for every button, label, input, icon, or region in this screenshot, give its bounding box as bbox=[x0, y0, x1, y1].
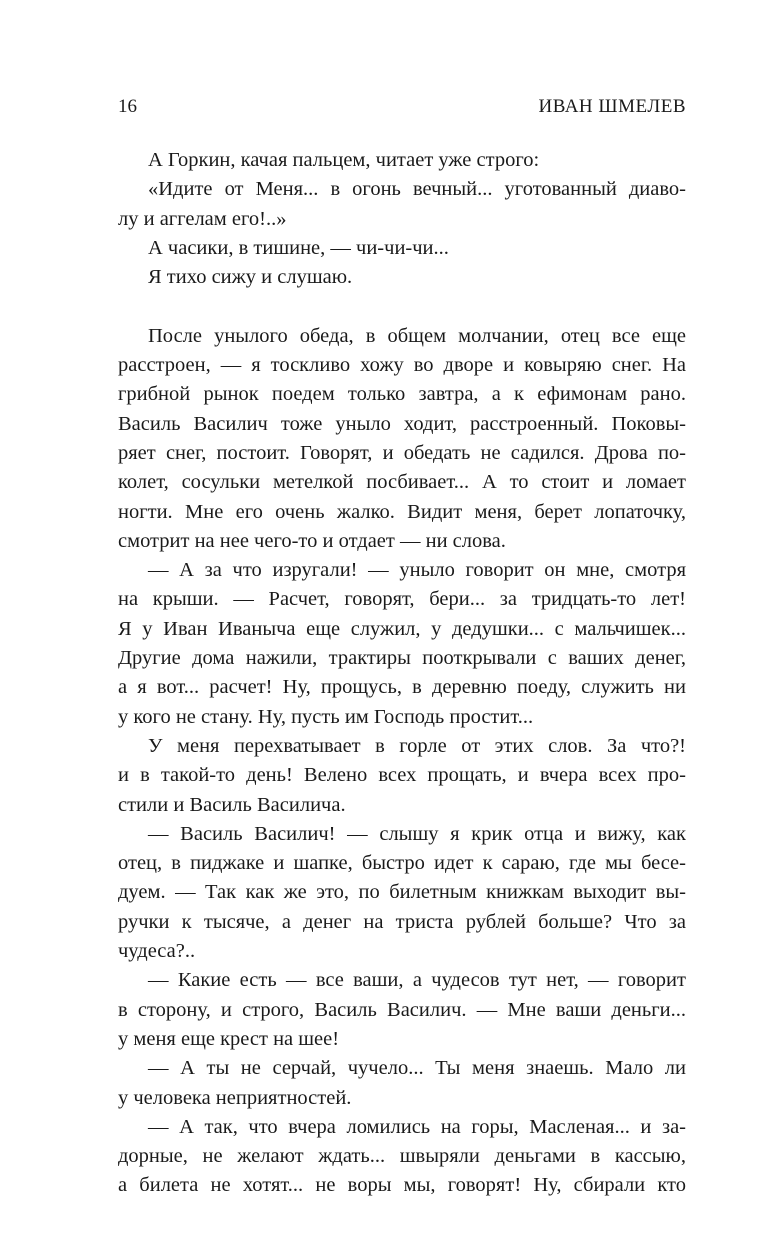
text-line: ручки к тысяче, а денег на триста рублей больше? Что за bbox=[118, 910, 686, 933]
body-text bbox=[118, 146, 686, 1201]
text-line: а я вот... расчет! Ну, прощусь, в деревню поеду, служить ни bbox=[118, 676, 686, 699]
text-line: «Идите от Меня... в огонь вечный... уготованный диаво- bbox=[148, 178, 686, 201]
text-line: чудеса?.. bbox=[118, 940, 196, 963]
text-line: лу и аггелам его!..» bbox=[118, 207, 287, 230]
text-line: в сторону, и строго, Василь Василич. — Мне ваши деньги... bbox=[118, 998, 686, 1021]
text-line: стили и Василь Василича. bbox=[118, 793, 346, 816]
running-head: ИВАН ШМЕЛЕВ bbox=[538, 96, 686, 117]
text-line: у кого не стану. Ну, пусть им Господь простит... bbox=[118, 705, 534, 728]
text-line: и в такой-то день! Велено всех прощать, и вчера всех про- bbox=[118, 764, 686, 787]
text-line: отец, в пиджаке и шапке, быстро идет к сараю, где мы бесе- bbox=[118, 852, 686, 875]
text-line: — А ты не серчай, чучело... Ты меня знаешь. Мало ли bbox=[148, 1057, 686, 1080]
text-line: ряет снег, постоит. Говорят, и обедать не садился. Дрова по- bbox=[118, 441, 686, 464]
text-line: — Василь Василич! — слышу я крик отца и вижу, как bbox=[148, 822, 686, 845]
text-line: После унылого обеда, в общем молчании, отец все еще bbox=[148, 324, 686, 347]
page-header bbox=[118, 92, 686, 122]
text-line: — А за что изругали! — уныло говорит он мне, смотря bbox=[148, 559, 686, 582]
text-line: — Какие есть — все ваши, а чудесов тут нет, — говорит bbox=[148, 969, 686, 992]
section-break bbox=[118, 292, 686, 321]
text-line: У меня перехватывает в горле от этих слов. За что?! bbox=[148, 734, 686, 757]
text-line: у меня еще крест на шее! bbox=[118, 1027, 340, 1050]
page-number: 16 bbox=[118, 96, 137, 117]
text-line: у человека неприятностей. bbox=[118, 1086, 352, 1109]
text-line: смотрит на нее чего-то и отдает — ни слова. bbox=[118, 529, 506, 552]
text-line: Я у Иван Иваныча еще служил, у дедушки... с мальчишек... bbox=[118, 617, 686, 640]
text-line: дуем. — Так как же это, по билетным книжкам выходит вы- bbox=[118, 881, 686, 904]
text-line: а билета не хотят... не воры мы, говорят! Ну, сбирали кто bbox=[118, 1174, 686, 1197]
text-line: А Горкин, качая пальцем, читает уже строго: bbox=[148, 149, 540, 171]
text-line: Другие дома нажили, трактиры пооткрывали с ваших денег, bbox=[118, 647, 686, 670]
text-line: Я тихо сижу и слушаю. bbox=[148, 266, 353, 289]
text-line: ногти. Мне его очень жалко. Видит меня, берет лопаточку, bbox=[118, 500, 686, 523]
text-line: — А так, что вчера ломились на горы, Масленая... и за- bbox=[148, 1115, 686, 1138]
text-line: на крыши. — Расчет, говорят, бери... за тридцать-то лет! bbox=[118, 588, 686, 611]
text-line: расстроен, — я тоскливо хожу во дворе и ковыряю снег. На bbox=[118, 354, 686, 377]
text-line: Василь Василич тоже уныло ходит, расстроенный. Поковы- bbox=[118, 412, 686, 435]
text-line: грибной рынок поедем только завтра, а к ефимонам рано. bbox=[118, 383, 686, 406]
text-line: колет, сосульки метелкой посбивает... А то стоит и ломает bbox=[118, 471, 686, 494]
text-line: дорные, не желают ждать... швыряли деньгами в кассыю, bbox=[118, 1145, 686, 1168]
text-line: А часики, в тишине, — чи-чи-чи... bbox=[148, 236, 449, 259]
